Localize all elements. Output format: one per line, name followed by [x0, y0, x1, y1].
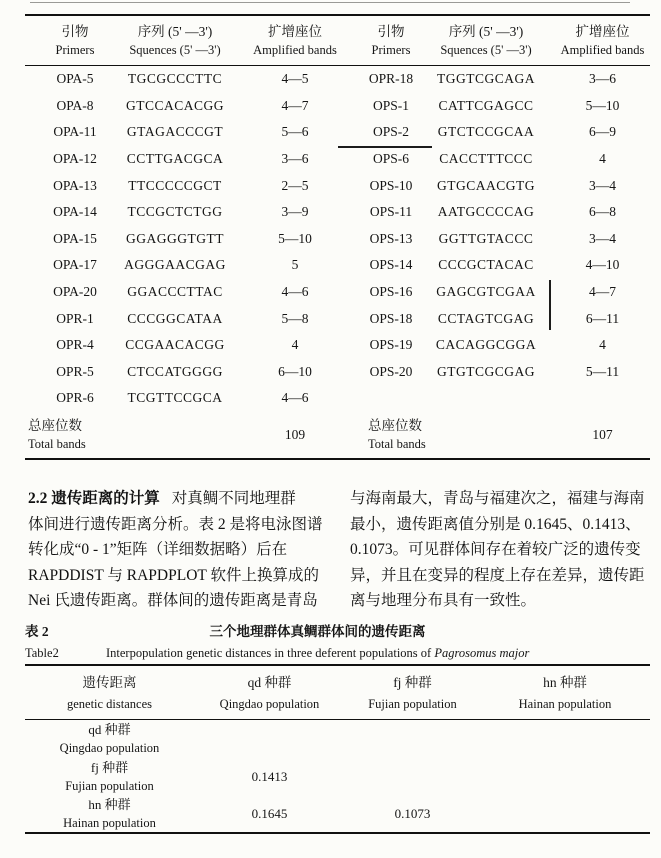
distance-cell	[345, 720, 480, 758]
primer-cell: OPS-13	[369, 230, 413, 246]
primer-table	[25, 14, 650, 460]
primer-cell: OPR-1	[56, 310, 94, 326]
bands-cell: 4—7	[281, 97, 309, 113]
bands-cell: 4—10	[585, 257, 620, 273]
sequence-cell: CTCCATGGGG	[127, 363, 223, 379]
primer-cell: OPA-14	[53, 204, 97, 220]
header-bands-zh: 扩增座位	[575, 24, 630, 39]
table-row-qingdao	[25, 720, 650, 758]
bands-cell: 4—7	[589, 284, 616, 300]
primer-table-totals	[25, 412, 650, 458]
bands-cell: 5—6	[281, 124, 309, 140]
bands-cell: 5—8	[281, 310, 309, 326]
sequence-cell: GGACCCTTAC	[127, 284, 223, 300]
bands-cell: 6—10	[278, 363, 312, 379]
sequence-cell: CACAGGCGGA	[435, 337, 537, 353]
bands-cell: 4	[291, 337, 299, 353]
bands-cell: 3—9	[281, 204, 309, 220]
col-zh: fj 种群	[393, 675, 432, 690]
table-row-hainan	[25, 796, 650, 832]
distance-cell-hn-qd: 0.1645	[251, 806, 288, 821]
total-bands-label-right	[365, 412, 555, 458]
bands-cell: 6—9	[589, 124, 616, 140]
primer-cell: OPS-10	[369, 177, 413, 193]
sequence-cell	[417, 385, 555, 412]
paragraph-line: 最小，遗传距离值分别是 0.1645、0.1413、	[350, 515, 641, 533]
sequence-cell: CCCGGCATAA	[127, 310, 223, 326]
paragraph-line: 与海南最大，青岛与福建次之，福建与海南	[350, 490, 645, 507]
paragraph-line: 异，并且在变异的程度上存在差异，遗传距	[350, 566, 645, 584]
header-sequence-en: Squences (5' —3')	[440, 43, 532, 57]
table2-caption-zh	[25, 623, 650, 641]
paragraph-line: 转化成“0 - 1”矩阵（详细数据略）后在	[28, 541, 288, 558]
scan-artifact-underline-ops2	[338, 146, 432, 148]
table2-title-en-text: Interpopulation genetic distances in three deferent populations of	[105, 646, 435, 660]
distance-cell	[480, 720, 650, 758]
sequence-cell: GTAGACCCGT	[126, 124, 224, 140]
scan-artifact-vertical-line	[549, 280, 551, 330]
bands-cell: 4—6	[281, 284, 309, 300]
header-bands-zh: 扩增座位	[268, 24, 322, 39]
paragraph-line: 离与地理分布具有一致性。	[350, 592, 537, 609]
primer-cell: OPS-14	[369, 257, 413, 273]
bands-cell: 3—4	[589, 177, 616, 193]
header-bands-right	[555, 22, 650, 60]
sequence-cell: GGAGGGTGTT	[126, 230, 224, 246]
total-bands-value-right: 107	[592, 426, 613, 442]
bands-cell: 6—11	[585, 310, 620, 326]
sequence-cell: CCGAACACGG	[125, 337, 225, 353]
sequence-cell: TGCGCCCTTC	[127, 71, 223, 87]
header-primers-right	[365, 22, 417, 60]
sequence-cell: CACCTTTCCC	[439, 151, 533, 167]
sequence-cell: GTCTCCGCAA	[437, 124, 535, 140]
row-label-zh: qd 种群	[88, 722, 131, 737]
total-bands-en: Total bands	[28, 436, 86, 451]
table2-label-en: Table2	[25, 646, 59, 660]
sequence-cell: TCCGCTCTGG	[127, 204, 223, 220]
bands-cell: 5—11	[585, 363, 620, 379]
primer-cell: OPR-18	[368, 71, 414, 87]
sequence-cell: TGGTCGCAGA	[437, 71, 535, 87]
genetic-distance-table	[25, 664, 650, 834]
paragraph-line: 体间进行遗传距离分析。表 2 是将电泳图谱	[28, 515, 323, 533]
col-zh: qd 种群	[247, 675, 292, 690]
header-sequence-zh: 序列 (5' —3')	[448, 24, 524, 39]
column-hainan	[480, 672, 650, 714]
row-label-en: Fujian population	[65, 779, 154, 793]
header-sequence-zh: 序列 (5' —3')	[137, 24, 213, 39]
primer-cell: OPS-6	[372, 151, 409, 167]
header-primers-en: Primers	[371, 43, 411, 57]
header-primers-zh: 引物	[377, 24, 405, 39]
distance-cell	[480, 758, 650, 796]
header-sequence-right	[417, 22, 555, 60]
sequence-cell: TCGTTCCGCA	[127, 390, 223, 406]
total-bands-en: Total bands	[368, 436, 426, 451]
paragraph-line: RAPDDIST 与 RAPDPLOT 软件上换算成的	[28, 566, 319, 584]
sequence-cell: GTGCAACGTG	[437, 177, 535, 193]
header-bands-left	[225, 22, 365, 60]
sequence-cell: GGTTGTACCC	[438, 230, 534, 246]
primer-cell: OPS-20	[369, 363, 413, 379]
table2-label-zh: 表 2	[25, 624, 49, 639]
paragraph-line	[28, 486, 332, 512]
col-en: Hainan population	[518, 697, 612, 711]
sequence-cell: GTGTCGCGAG	[437, 363, 535, 379]
distance-cell	[480, 796, 650, 832]
col-zh: hn 种群	[543, 675, 587, 690]
bands-cell: 4—5	[281, 71, 309, 87]
total-bands-value-left: 109	[284, 426, 306, 442]
primer-cell: OPS-16	[369, 284, 413, 300]
scan-artifact-top-line	[30, 2, 630, 3]
primer-cell: OPA-12	[53, 151, 97, 167]
bands-cell: 4—6	[281, 390, 309, 406]
bands-cell: 2—5	[281, 177, 309, 193]
primer-cell	[365, 385, 417, 412]
bands-cell: 4	[599, 151, 606, 167]
primer-cell: OPS-11	[369, 204, 413, 220]
table2-title-zh: 三个地理群体真鲷群体间的遗传距离	[209, 624, 426, 639]
column-qingdao	[194, 672, 345, 714]
primer-table-body	[25, 66, 650, 412]
primer-cell: OPA-20	[53, 284, 97, 300]
paragraph-line: 0.1073。可见群体间存在着较广泛的遗传变	[350, 541, 641, 558]
bands-cell: 5—10	[278, 230, 312, 246]
primer-cell: OPS-2	[372, 124, 409, 140]
sequence-cell: TTCCCCCGCT	[128, 177, 222, 193]
primer-cell: OPA-8	[56, 97, 94, 113]
row-label-en: Qingdao population	[59, 741, 160, 755]
col-en: Fujian population	[368, 697, 457, 711]
section-heading: 2.2 遗传距离的计算	[28, 490, 160, 507]
sequence-cell: CATTCGAGCC	[438, 97, 534, 113]
paragraph-left-column	[28, 486, 332, 614]
primer-cell: OPA-5	[56, 71, 94, 87]
primer-cell: OPA-13	[53, 177, 97, 193]
bands-cell: 5—10	[585, 97, 620, 113]
bands-cell: 5	[291, 257, 299, 273]
primer-cell: OPR-4	[56, 337, 94, 353]
sequence-cell: GAGCGTCGAA	[436, 284, 536, 300]
header-sequence-left	[125, 22, 225, 60]
distance-cell-hn-fj: 0.1073	[394, 806, 431, 821]
header-primers-left	[25, 22, 125, 60]
primer-cell: OPA-17	[53, 257, 97, 273]
header-primers-zh: 引物	[61, 24, 89, 39]
genetic-distance-table-header	[25, 666, 650, 720]
sequence-cell: CCCGCTACAC	[438, 257, 534, 273]
row-label-en: Hainan population	[63, 816, 156, 830]
row-label-zh: fj 种群	[90, 760, 129, 775]
header-bands-en: Amplified bands	[253, 43, 337, 57]
total-bands-zh: 总座位数	[368, 417, 422, 433]
header-sequence-en: Squences (5' —3')	[129, 43, 221, 57]
bands-cell: 3—6	[281, 151, 309, 167]
primer-cell: OPS-19	[369, 337, 413, 353]
primer-cell: OPR-6	[56, 390, 94, 406]
primer-cell: OPR-5	[56, 363, 94, 379]
sequence-cell: GTCCACACGG	[125, 97, 224, 113]
bands-cell: 4	[599, 337, 606, 353]
paragraph-line: Nei 氏遗传距离。群体间的遗传距离是青岛	[28, 592, 318, 609]
total-bands-zh: 总座位数	[28, 417, 82, 433]
bands-cell	[555, 385, 650, 412]
column-fujian	[345, 672, 480, 714]
sequence-cell: CCTAGTCGAG	[437, 310, 535, 326]
bands-cell: 3—4	[589, 230, 616, 246]
table2-caption-en	[25, 644, 529, 662]
row-label-zh: hn 种群	[88, 797, 131, 812]
col-zh: 遗传距离	[82, 675, 137, 690]
table2-title-en	[106, 644, 529, 662]
header-primers-en: Primers	[55, 43, 95, 57]
col-en: Qingdao population	[219, 697, 320, 711]
distance-cell-fj-qd: 0.1413	[251, 769, 288, 784]
bands-cell: 6—8	[589, 204, 616, 220]
column-genetic-distances	[25, 672, 194, 714]
distance-cell	[194, 720, 345, 758]
sequence-cell: CCTTGACGCA	[126, 151, 224, 167]
total-bands-label-left	[25, 412, 225, 458]
row-label	[25, 796, 194, 832]
col-en: genetic distances	[66, 697, 153, 711]
section-heading-rest: 对真鲷不同地理群	[171, 490, 296, 507]
bands-cell: 3—6	[589, 71, 616, 87]
paragraph-right-column	[350, 486, 650, 614]
distance-cell	[345, 758, 480, 796]
sequence-cell: AATGCCCCAG	[437, 204, 535, 220]
header-bands-en: Amplified bands	[560, 43, 645, 57]
primer-cell: OPA-15	[53, 230, 97, 246]
row-label	[25, 720, 194, 758]
table-row-fujian	[25, 758, 650, 796]
species-name: Pagrosomus major	[434, 646, 530, 660]
primer-cell: OPS-1	[372, 97, 409, 113]
primer-cell: OPA-11	[53, 124, 97, 140]
row-label	[25, 758, 194, 796]
primer-table-header	[25, 16, 650, 66]
primer-cell: OPS-18	[369, 310, 413, 326]
sequence-cell: AGGGAACGAG	[124, 257, 226, 273]
